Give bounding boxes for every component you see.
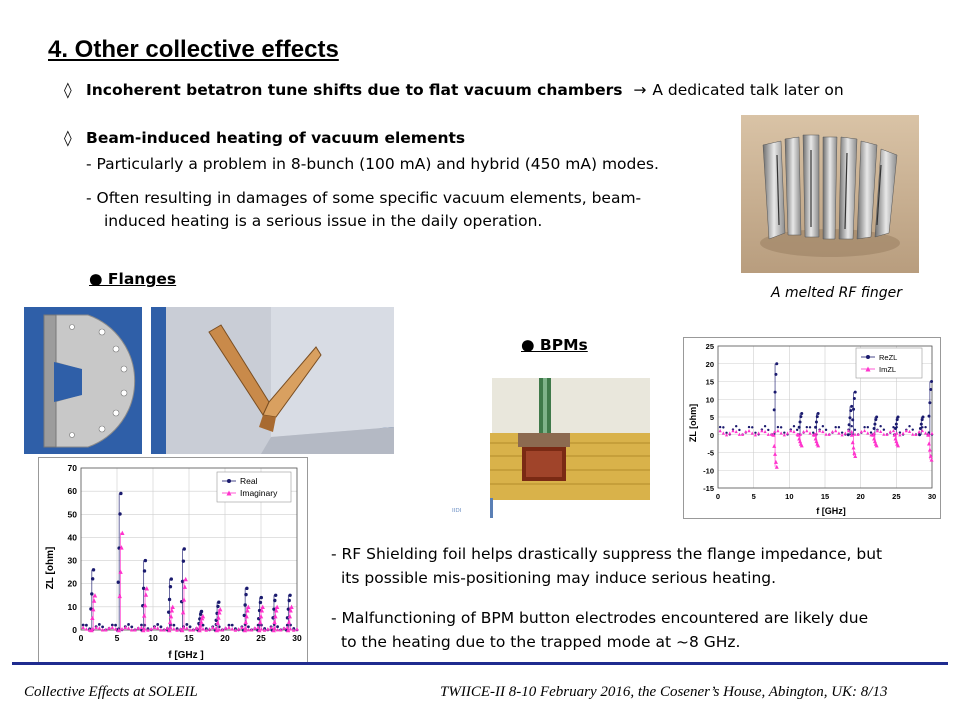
- data-point: [834, 429, 837, 432]
- data-point: [802, 430, 805, 433]
- y-tick-label: -15: [703, 484, 714, 493]
- x-tick-label: 0: [715, 492, 721, 501]
- heating-line-2b: induced heating is a serious issue in the daily operation.: [104, 212, 543, 230]
- data-point: [208, 627, 212, 631]
- arrow-icon: →: [633, 81, 647, 99]
- peak-point: [217, 601, 220, 604]
- x-tick-label: 15: [820, 492, 830, 501]
- peak-point: [244, 593, 247, 596]
- slide-title: 4. Other collective effects: [48, 36, 339, 63]
- data-point: [185, 626, 189, 630]
- x-tick-label: 0: [78, 633, 84, 643]
- data-point: [838, 426, 840, 428]
- data-point: [908, 425, 910, 427]
- peak-point: [928, 415, 931, 418]
- data-point: [247, 625, 250, 628]
- data-point: [189, 625, 192, 628]
- data-point: [253, 626, 257, 630]
- peak-point: [774, 460, 778, 464]
- bpm-button-model: [450, 378, 650, 518]
- peak-point: [798, 426, 801, 429]
- peak-point: [168, 598, 171, 601]
- data-point: [796, 429, 798, 431]
- y-tick-label: 5: [709, 413, 714, 422]
- y-tick-label: -5: [707, 448, 714, 458]
- data-point: [149, 627, 153, 631]
- data-point: [924, 426, 926, 428]
- peak-point: [919, 427, 922, 430]
- data-point: [883, 429, 885, 431]
- y-tick-label: 60: [67, 486, 77, 497]
- peak-point: [258, 620, 262, 624]
- data-point: [266, 627, 270, 631]
- data-point: [767, 429, 769, 431]
- peak-point: [872, 436, 876, 440]
- data-point: [202, 624, 205, 627]
- data-point: [289, 627, 293, 631]
- peak-point: [92, 568, 95, 571]
- data-point: [728, 431, 731, 434]
- y-tick-label: 30: [67, 555, 77, 566]
- data-point: [863, 426, 865, 428]
- data-point: [882, 433, 885, 436]
- heating-line-2a: - Often resulting in damages of some specific vacuum elements, beam-: [86, 189, 642, 207]
- peak-point: [91, 577, 94, 580]
- diamond-icon: ◊: [64, 81, 72, 99]
- chart2-ylabel: ZL [ohm]: [688, 403, 698, 443]
- peak-point: [800, 412, 803, 415]
- peak-point: [873, 423, 876, 426]
- peak-point: [90, 616, 94, 620]
- data-point: [130, 625, 133, 628]
- data-point: [735, 430, 738, 433]
- data-point: [127, 623, 130, 626]
- x-tick-label: 30: [292, 633, 302, 643]
- x-tick-label: 25: [892, 492, 901, 501]
- peak-point: [815, 420, 818, 423]
- data-point: [809, 426, 811, 428]
- bpm-model-label: ᴵᴵᴰᴵ: [452, 508, 462, 518]
- data-point: [767, 433, 770, 436]
- chart1-ylabel: ZL [ohm]: [45, 546, 56, 590]
- y-tick-label: 0: [72, 625, 77, 635]
- peak-point: [216, 605, 219, 608]
- data-point: [863, 429, 866, 432]
- y-tick-label: 50: [67, 509, 77, 520]
- bullet-rest-text: A dedicated talk later on: [652, 81, 844, 99]
- data-point: [825, 429, 827, 431]
- peak-point: [854, 391, 857, 394]
- peak-point: [168, 620, 172, 624]
- peak-point: [244, 620, 248, 624]
- peak-point: [799, 420, 802, 423]
- peak-point: [272, 620, 276, 624]
- peak-point: [851, 440, 855, 444]
- data-point: [879, 425, 881, 427]
- peak-point: [817, 412, 820, 415]
- peak-point: [288, 599, 291, 602]
- data-point: [156, 623, 159, 626]
- data-point: [230, 627, 234, 631]
- data-point: [127, 626, 131, 630]
- peak-point: [852, 446, 856, 450]
- rf-finger-photo: [741, 115, 919, 273]
- peak-point: [183, 577, 187, 581]
- data-point: [114, 624, 117, 627]
- x-tick-label: 20: [220, 633, 230, 643]
- data-point: [85, 627, 89, 631]
- peak-point: [895, 423, 898, 426]
- peak-point: [144, 559, 147, 562]
- data-point: [160, 625, 163, 628]
- y-tick-label: 0: [709, 430, 714, 440]
- data-point: [806, 426, 808, 428]
- peak-point: [169, 585, 172, 588]
- data-point: [747, 429, 750, 432]
- peak-point: [183, 585, 187, 589]
- data-point: [719, 426, 721, 428]
- peak-point: [814, 436, 818, 440]
- peak-point: [774, 373, 777, 376]
- peak-point: [928, 401, 931, 404]
- data-point: [835, 426, 837, 428]
- data-point: [854, 429, 856, 431]
- data-point: [889, 430, 892, 433]
- peak-point: [200, 610, 203, 613]
- note-shielding-1: - RF Shielding foil helps drastically suppress the flange impedance, but: [331, 545, 883, 563]
- x-tick-label: 25: [256, 633, 266, 643]
- note-bpm-2: to the heating due to the trapped mode at ~8 GHz.: [341, 633, 741, 651]
- peak-point: [182, 559, 185, 562]
- data-point: [764, 425, 766, 427]
- y-tick-label: 25: [705, 342, 714, 351]
- data-point: [850, 430, 853, 433]
- legend-marker: [866, 355, 870, 359]
- x-tick-label: 30: [927, 492, 937, 501]
- footer-right: TWIICE-II 8-10 February 2016, the Cosener’s House, Abington, UK: 8/13: [440, 684, 888, 700]
- data-point: [295, 627, 299, 631]
- data-point: [227, 625, 231, 629]
- flange-cad-model: [24, 307, 142, 454]
- data-point: [224, 626, 228, 630]
- y-tick-label: 10: [67, 601, 77, 612]
- peak-point: [847, 433, 850, 436]
- y-tick-label: -10: [703, 466, 714, 476]
- data-point: [912, 428, 914, 430]
- data-point: [140, 626, 144, 630]
- peak-point: [274, 594, 277, 597]
- data-point: [201, 627, 205, 631]
- data-point: [722, 426, 724, 428]
- data-point: [85, 624, 88, 627]
- peak-point: [775, 362, 778, 365]
- data-point: [821, 430, 824, 433]
- peak-point: [814, 426, 817, 429]
- data-point: [776, 429, 779, 432]
- data-point: [101, 625, 104, 628]
- flange-impedance-plot: [39, 458, 307, 663]
- data-point: [860, 430, 863, 433]
- data-point: [744, 430, 747, 433]
- peak-point: [848, 416, 851, 419]
- peak-point: [142, 613, 146, 617]
- peak-point: [852, 408, 855, 411]
- peak-point: [920, 423, 923, 426]
- peak-point: [930, 380, 933, 383]
- data-point: [831, 430, 834, 433]
- peak-point: [799, 415, 802, 418]
- data-point: [911, 433, 914, 436]
- data-point: [837, 431, 840, 434]
- photo-caption: A melted RF finger: [771, 285, 903, 301]
- peak-point: [852, 451, 856, 455]
- peak-point: [928, 448, 932, 452]
- peak-point: [170, 577, 173, 580]
- data-point: [748, 426, 750, 428]
- data-point: [195, 626, 199, 630]
- peak-point: [851, 418, 854, 421]
- y-tick-label: 20: [67, 578, 77, 589]
- diamond-icon: ◊: [64, 129, 72, 147]
- peak-point: [922, 416, 925, 419]
- peak-point: [921, 418, 924, 421]
- peak-point: [259, 601, 262, 604]
- data-point: [98, 626, 102, 630]
- data-point: [851, 425, 853, 427]
- peak-point: [92, 598, 96, 602]
- bpm-impedance-plot: [684, 338, 940, 518]
- note-shielding-2: its possible mis-positioning may induce serious heating.: [341, 569, 777, 587]
- peak-point: [893, 436, 897, 440]
- flange-impedance-chart: [38, 457, 308, 664]
- x-tick-label: 10: [785, 492, 794, 501]
- y-tick-label: 40: [67, 532, 77, 543]
- data-point: [924, 431, 927, 434]
- data-point: [780, 426, 782, 428]
- data-point: [902, 432, 905, 435]
- data-point: [722, 431, 725, 434]
- legend-label: ReZL: [879, 353, 898, 362]
- data-point: [276, 625, 279, 628]
- peak-point: [117, 581, 120, 584]
- x-tick-label: 15: [184, 633, 194, 643]
- peak-point: [118, 512, 121, 515]
- peak-point: [119, 492, 122, 495]
- data-point: [111, 626, 115, 630]
- y-tick-label: 70: [67, 463, 77, 473]
- peak-point: [245, 587, 248, 590]
- data-point: [738, 433, 741, 436]
- data-point: [751, 431, 754, 434]
- y-tick-label: 10: [705, 395, 714, 405]
- x-tick-label: 5: [114, 633, 120, 643]
- peak-point: [897, 416, 900, 419]
- data-point: [879, 430, 882, 433]
- data-point: [81, 626, 85, 630]
- heating-line-1: - Particularly a problem in 8-bunch (100 mA) and hybrid (450 mA) modes.: [86, 155, 659, 173]
- data-point: [773, 430, 776, 433]
- peak-point: [875, 416, 878, 419]
- data-point: [172, 624, 175, 627]
- data-point: [237, 627, 241, 631]
- legend-label: ImZL: [879, 365, 897, 374]
- data-point: [805, 429, 808, 432]
- data-point: [751, 426, 753, 428]
- data-point: [282, 626, 286, 630]
- peak-point: [848, 423, 851, 426]
- flanges-heading: ● Flanges: [89, 270, 177, 288]
- note-bpm-1: - Malfunctioning of BPM button electrodes encountered are likely due: [331, 609, 869, 627]
- y-tick-label: 20: [705, 359, 714, 369]
- peak-point: [260, 596, 263, 599]
- footer-left: Collective Effects at SOLEIL: [24, 684, 198, 700]
- peak-point: [797, 436, 801, 440]
- data-point: [867, 426, 869, 428]
- x-tick-label: 20: [856, 492, 865, 501]
- peak-point: [118, 594, 122, 598]
- data-point: [185, 623, 188, 626]
- peak-point: [243, 603, 246, 606]
- peak-point: [850, 405, 853, 408]
- peak-point: [288, 594, 291, 597]
- data-point: [757, 431, 760, 434]
- peak-point: [144, 592, 148, 596]
- legend-label: Real: [240, 476, 258, 486]
- peak-point: [774, 391, 777, 394]
- peak-point: [927, 441, 931, 445]
- peak-point: [873, 427, 876, 430]
- peak-point: [918, 433, 921, 436]
- data-point: [98, 623, 101, 626]
- data-point: [735, 425, 737, 427]
- peak-point: [90, 592, 93, 595]
- bullet-tune-shift: [64, 81, 844, 99]
- peak-point: [929, 388, 932, 391]
- peak-point: [120, 531, 124, 535]
- shielding-foil-model: [151, 307, 394, 454]
- peak-point: [143, 569, 146, 572]
- x-tick-label: 5: [751, 492, 756, 501]
- data-point: [808, 431, 811, 434]
- data-point: [866, 431, 869, 434]
- peak-point: [287, 620, 291, 624]
- data-point: [822, 425, 824, 427]
- peak-point: [773, 408, 776, 411]
- peak-point: [816, 415, 819, 418]
- data-point: [930, 432, 933, 435]
- data-point: [780, 431, 783, 434]
- peak-point: [273, 599, 276, 602]
- peak-point: [849, 409, 852, 412]
- legend-marker: [227, 479, 231, 483]
- bpm-impedance-chart: [683, 337, 941, 519]
- data-point: [156, 626, 160, 630]
- legend-label: Imaginary: [240, 488, 278, 498]
- data-point: [763, 430, 766, 433]
- peak-point: [181, 610, 185, 614]
- bullet-bold-text: Incoherent betatron tune shifts due to flat vacuum chambers: [86, 81, 623, 99]
- data-point: [231, 624, 234, 627]
- bpms-heading: ● BPMs: [521, 336, 588, 354]
- peak-point: [874, 418, 877, 421]
- footer-rule: [12, 662, 948, 665]
- bullet-heating: [64, 129, 465, 147]
- y-tick-label: 15: [705, 377, 714, 387]
- chart2-xlabel: f [GHz]: [816, 506, 846, 516]
- data-point: [777, 426, 779, 428]
- bullet-bold-text: Beam-induced heating of vacuum elements: [86, 129, 466, 147]
- peak-point: [772, 444, 776, 448]
- peak-point: [896, 418, 899, 421]
- data-point: [844, 431, 847, 434]
- data-point: [792, 430, 795, 433]
- peak-point: [894, 427, 897, 430]
- data-point: [918, 430, 921, 433]
- data-point: [172, 627, 176, 631]
- peak-point: [853, 397, 856, 400]
- data-point: [908, 430, 911, 433]
- data-point: [786, 431, 789, 434]
- data-point: [738, 429, 740, 431]
- data-point: [719, 429, 722, 432]
- chart1-xlabel: f [GHz ]: [168, 650, 204, 661]
- x-tick-label: 10: [148, 633, 158, 643]
- data-point: [793, 425, 795, 427]
- peak-point: [183, 547, 186, 550]
- data-point: [895, 431, 898, 434]
